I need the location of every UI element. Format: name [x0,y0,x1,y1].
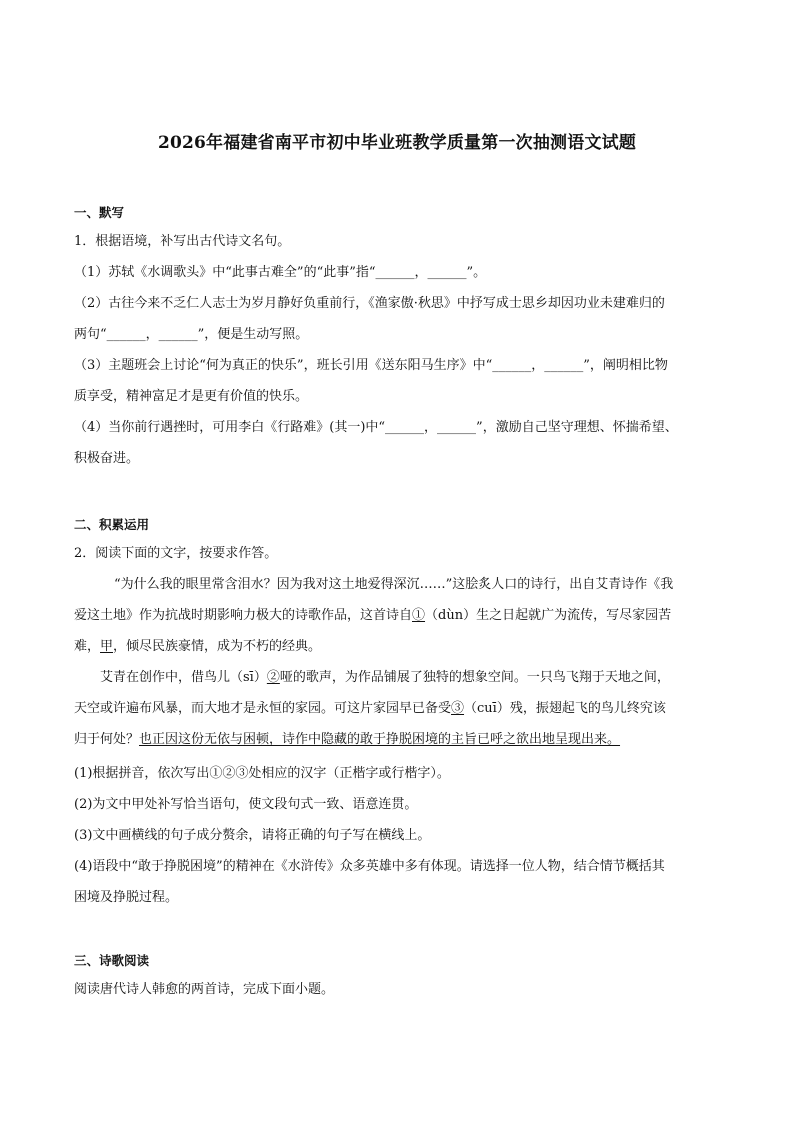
passage-paragraph1-line1: “为什么我的眼里常含泪水？因为我对这土地爱得深沉……”这脍炙人口的诗行，出自艾青诗作《我 [114,577,674,592]
question-1-2-line1: （2）古往今来不乏仁人志士为岁月静好负重前行，《渔家傲·秋思》中抒写成士思乡却因功业未建难归的 [74,296,665,311]
passage-text: 爱这土地》作为抗战时期影响力极大的诗歌作品，这首诗自 [74,608,413,623]
page-title: 2026年福建省南平市初中毕业班教学质量第一次抽测语文试题 [157,133,637,153]
passage-text: 难， [74,639,101,654]
question-1-2-line2: 两句“______，______”，便是生动写照。 [74,327,309,342]
section-heading-dictation: 一、默写 [74,205,125,220]
question-2-sub1: (1)根据拼音，依次写出①②③处相应的汉字（正楷字或行楷字）。 [74,766,450,781]
passage-paragraph1-line3 [74,635,321,654]
blank-marker-jia: 甲 [100,639,114,654]
passage-paragraph1-line2 [74,604,671,623]
question-1-3-line2: 质享受，精神富足才是更有价值的快乐。 [74,389,309,404]
passage-text: （dùn）生之日起就广为流传，写尽家园苦 [425,608,672,623]
question-1-4-line1: （4）当你前行遇挫时，可用李白《行路难》(其一)中“______，______”，激励自己坚守理想、怀揣希望、 [74,420,678,435]
section-heading-accumulation: 二、积累运用 [74,517,150,532]
section-heading-poetry: 三、诗歌阅读 [74,953,150,968]
blank-marker-3: ③ [451,701,465,716]
question-1-3-line1: （3）主题班会上讨论“何为真正的快乐”，班长引用《送东阳马生序》中“______，______”，阐明相比物 [74,358,668,373]
passage-text: 归于何处？ [74,732,140,747]
question-1-4-line2: 积极奋进。 [74,451,140,466]
passage-text: ，倾尽民族豪情，成为不朽的经典。 [113,639,322,654]
question-2-sub3: (3)文中画横线的句子成分赘余，请将正确的句子写在横线上。 [74,828,431,843]
underlined-sentence: 也正因这份无依与困顿，诗作中隐藏的敢于挣脱困境的主旨已呼之欲出地呈现出来。 [139,732,621,747]
blank-marker-2: ② [266,670,280,685]
question-2-sub2: (2)为文中甲处补写恰当语句，使文段句式一致、语意连贯。 [74,797,418,812]
passage-paragraph2-line3 [74,728,620,747]
passage-paragraph2-line2 [74,697,666,716]
question-2-sub4-line1: (4)语段中“敢于挣脱困境”的精神在《水浒传》众多英雄中多有体现。请选择一位人物，结合情节概括其 [74,859,665,874]
blank-marker-1: ① [412,608,426,623]
passage-text: （cuī）残，振翅起飞的鸟儿终究该 [464,701,666,716]
passage-text: 天空或许遍布风暴，而大地才是永恒的家园。可这片家园早已备受 [74,701,452,716]
passage-text: 艾青在创作中，借鸟儿（sī） [100,670,267,685]
question-1-stem: 1．根据语境，补写出古代诗文名句。 [74,234,291,249]
passage-text: 哑的歌声，为作品铺展了独特的想象空间。一只鸟飞翔于天地之间， [279,670,670,685]
question-2-stem: 2．阅读下面的文字，按要求作答。 [74,546,278,561]
passage-paragraph2-line1 [100,666,670,685]
section3-stem: 阅读唐代诗人韩愈的两首诗，完成下面小题。 [74,982,335,997]
question-2-sub4-line2: 困境及挣脱过程。 [74,890,179,905]
question-1-1: （1）苏轼《水调歌头》中“此事古难全”的“此事”指“______，______”。 [74,265,487,280]
